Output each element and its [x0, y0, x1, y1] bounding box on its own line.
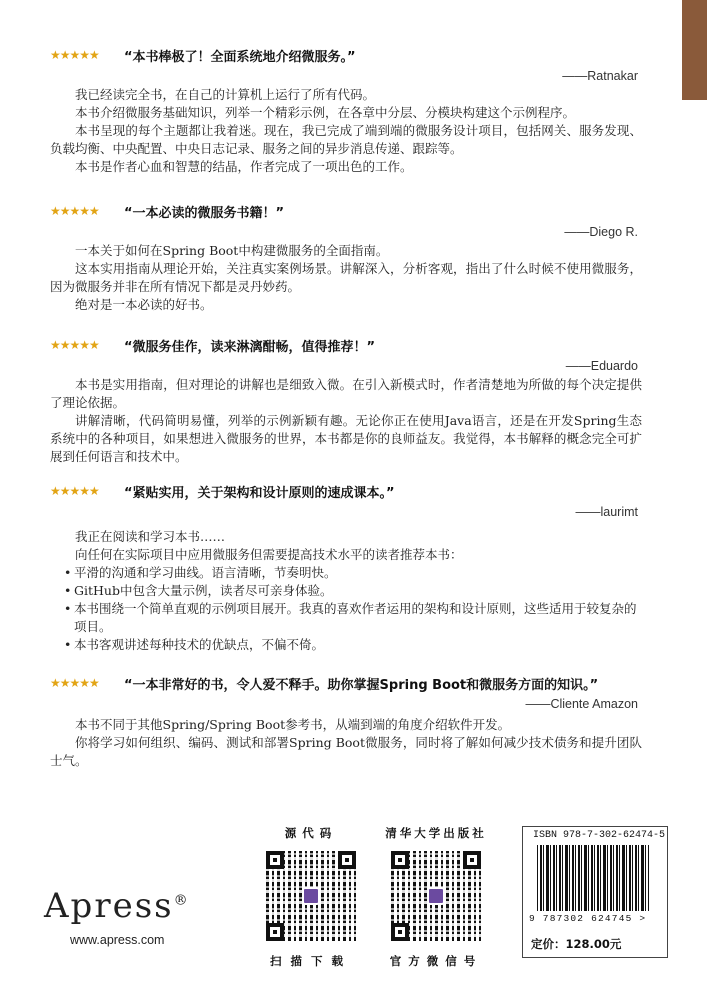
review-headline: “紧贴实用，关于架构和设计原则的速成课本。”	[124, 486, 395, 501]
review-author: ——Ratnakar	[562, 69, 638, 83]
review-4	[50, 482, 642, 654]
list-item-text: 本书围绕一个简单直观的示例项目展开。我真的喜欢作者运用的架构和设计原则，这些适用于较复杂的项目。	[74, 601, 637, 634]
bullet-mark: •	[64, 583, 72, 598]
isbn-barcode-box	[522, 826, 668, 958]
review-author: ——Eduardo	[565, 359, 638, 373]
price-label: 定价：128.00元	[531, 937, 622, 951]
review-paragraph: 本书介绍微服务基础知识，列举一个精彩示例，在各章中分层、分模块构建这个示例程序。	[75, 105, 576, 120]
bullet-mark: •	[64, 637, 72, 652]
list-item-text: 平滑的沟通和学习曲线。语言清晰，节奏明快。	[74, 565, 337, 580]
review-paragraph: 一本关于如何在Spring Boot中构建微服务的全面指南。	[75, 243, 389, 258]
rating-stars: ★★★★★	[50, 204, 99, 218]
qr-finder	[391, 923, 409, 941]
qr-center-logo	[427, 887, 445, 905]
review-paragraph: 本书呈现的每个主题都让我着迷。现在，我已完成了端到端的微服务设计项目，包括网关、服务发现、负载均衡、中央配置、中央日志记录、服务之间的异步消息传递、跟踪等。	[50, 123, 642, 156]
qr-finder	[391, 851, 409, 869]
review-paragraph: 本书是作者心血和智慧的结晶，作者完成了一项出色的工作。	[75, 159, 413, 174]
list-item	[50, 582, 642, 600]
review-headline: “微服务佳作，读来淋漓酣畅，值得推荐！”	[124, 340, 376, 355]
review-author: ——Cliente Amazon	[525, 697, 638, 711]
review-author: ——Diego R.	[564, 225, 638, 239]
rating-stars: ★★★★★	[50, 484, 99, 498]
review-paragraph: 向任何在实际项目中应用微服务但需要提高技术水平的读者推荐本书：	[75, 547, 463, 562]
rating-stars: ★★★★★	[50, 338, 99, 352]
list-item	[50, 564, 642, 582]
review-3	[50, 336, 642, 466]
review-paragraph: 你将学习如何组织、编码、测试和部署Spring Boot微服务，同时将了解如何减少技术债务和提升团队士气。	[50, 735, 642, 768]
barcode-icon	[537, 845, 649, 911]
review-headline: “本书棒极了！全面系统地介绍微服务。”	[124, 50, 356, 65]
qr-finder	[338, 851, 356, 869]
review-paragraph: 我正在阅读和学习本书……	[75, 529, 226, 544]
qr-block-source-code	[251, 825, 371, 969]
qr-code-icon	[266, 851, 356, 941]
review-headline: “一本必读的微服务书籍！”	[124, 206, 285, 221]
registered-mark: ®	[173, 892, 190, 909]
cover-edge-tab	[682, 0, 707, 100]
review-headline: “一本非常好的书，令人爱不释手。助你掌握Spring Boot和微服务方面的知识。”	[124, 678, 599, 693]
apress-logo	[44, 886, 190, 926]
review-5	[50, 674, 642, 770]
publisher-url: www.apress.com	[70, 933, 165, 947]
list-item-text: 本书客观讲述每种技术的优缺点，不偏不倚。	[74, 637, 325, 652]
qr-caption: 扫描下载	[270, 954, 352, 968]
qr-title: 源代码	[284, 826, 338, 840]
review-1	[50, 46, 642, 176]
qr-caption: 官方微信号	[389, 954, 483, 968]
review-paragraph: 本书是实用指南，但对理论的讲解也是细致入微。在引入新模式时，作者清楚地为所做的每个决定提供了理论依据。	[50, 377, 642, 410]
review-bullet-list	[50, 564, 642, 654]
rating-stars: ★★★★★	[50, 48, 99, 62]
review-paragraph: 这本实用指南从理论开始，关注真实案例场景。讲解深入，分析客观，指出了什么时候不使用微服务，因为微服务并非在所有情况下都是灵丹妙药。	[50, 261, 642, 294]
qr-block-wechat	[376, 825, 496, 969]
rating-stars: ★★★★★	[50, 676, 99, 690]
qr-center-logo	[302, 887, 320, 905]
review-paragraph: 绝对是一本必读的好书。	[75, 297, 213, 312]
review-author: ——laurimt	[575, 505, 638, 519]
list-item-text: GitHub中包含大量示例，读者尽可亲身体验。	[74, 583, 333, 598]
qr-finder	[463, 851, 481, 869]
bullet-mark: •	[64, 565, 72, 580]
qr-finder	[266, 923, 284, 941]
list-item	[50, 636, 642, 654]
qr-title: 清华大学出版社	[385, 826, 487, 840]
logo-text: Apress	[44, 886, 174, 926]
barcode-digits: 9 787302 624745 >	[529, 913, 647, 924]
qr-code-icon	[391, 851, 481, 941]
qr-finder	[266, 851, 284, 869]
review-2	[50, 202, 642, 314]
isbn-label: ISBN 978-7-302-62474-5	[533, 830, 666, 841]
review-paragraph: 我已经读完全书，在自己的计算机上运行了所有代码。	[75, 87, 376, 102]
review-paragraph: 本书不同于其他Spring/Spring Boot参考书，从端到端的角度介绍软件开发。	[75, 717, 511, 732]
list-item	[50, 600, 642, 636]
review-paragraph: 讲解清晰，代码简明易懂，列举的示例新颖有趣。无论你正在使用Java语言，还是在开发Spring生态系统中的各种项目，如果想进入微服务的世界，本书都是你的良师益友。我觉得，本书解释的概念完全可扩展到任何语言和技术中。	[50, 413, 642, 464]
bullet-mark: •	[64, 601, 72, 616]
